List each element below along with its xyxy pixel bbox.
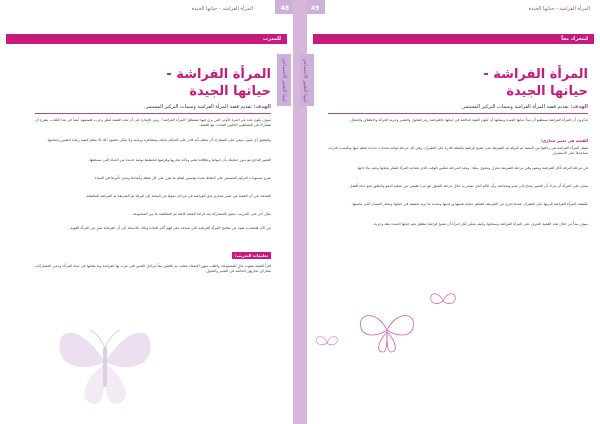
right-side-tab	[300, 54, 314, 106]
right-page	[302, 0, 600, 424]
left-paragraph: سوف تكون هذه هي المرة الأولى التي يرى فيها مصطلح "المرأة الفراشة". ومن الإشارة إلى أن هذه القصة تُنظر وجرت قصصهم أيضاً في هذا الكتاب. يقترح أن تتشارك في النشاطين التاليين التحدث مع القصة.	[35, 118, 271, 128]
right-paragraph: ينبغي على المرأة أن تدرك أن التغيير يحتاج إلى صبر وشجاعة، وأن الألم الذي تشعر به خلال مرحلة التحول هو جزء طبيعي من عملية النمو والتطور نحو حياة أفضل.	[348, 184, 588, 188]
right-intro: تذكرون أن المرأة الفراشة تستطيع أن تبدأ حياتها الجيدة ويمكنها أن تكون القوة الدافعة في حياتها، فالفراشة رمز للتحول والتغيير وحرية الحركة والانطلاق والجمال.	[349, 118, 588, 122]
left-page-title	[91, 66, 271, 100]
left-running-header	[0, 0, 293, 24]
left-goal	[35, 104, 271, 114]
right-paragraph: سوف نبدأ من خلال هذه القصة التعرف على المرأة الفراشة وسماتها، وكيف يمكن لكل امرأة أن تصبح فراشة تنطلق نحو حياتها الجيدة بثقة وحرية.	[373, 222, 588, 226]
right-goal	[328, 104, 588, 114]
left-sub-heading: تعليمات التدريب:	[232, 252, 271, 259]
left-paragraph: ولتحقيق أي تغيير، ينبغي على المشارك أن يتعلم بأنه قادر على التحكم بحياته ومشاعره ورغبته ولا يمكن تحقيق ذلك إلا بتعلم كيفية رعاية النفس وحمايتها.	[46, 138, 271, 142]
left-paragraph: من الآن فلنتحدث بقوة عن مفاتيح المرأة الفراشة التي تساعد على فهم أكثر للمادة وذلك بالاستناد إلى أن الفراشة تعبر عن المرأة القوية.	[69, 226, 271, 230]
left-sub-paragraph: اقرأ القصة بصوت عالٍ للمجموعة، واطلب منهن الإصغاء بعناية، ثم ناقشن معاً مراحل التغيير التي مرت بها الفراشة وما يقابلها في حياة المرأة، ودعي المشاركات يشاركن تجاربهن الخاصة في التغيير والتحول.	[35, 264, 271, 274]
tiny-butterfly-icon	[425, 286, 461, 316]
left-section-bar-label: للمدرب	[262, 36, 281, 42]
right-running-header-text: المرأة الفراشة - حياتها الجيدة	[528, 6, 590, 12]
corner-butterfly-icon	[312, 330, 342, 356]
right-paragraph: في مرحلة اليرقة تأكل الفراشة وتنمو، وفي مرحلة الشرنقة تنعزل وتتحول ببطء، وهذه المرحلة تعكس الوقت الذي تحتاجه المرأة لتفكر بحياتها وتعيد بناء ذاتها.	[356, 166, 588, 170]
left-running-header-text: المرأة الفراشة - حياتها الجيدة	[191, 6, 253, 12]
right-page-title	[408, 66, 588, 100]
right-goal-text: تقديم قصة المرأة الفراشة وسمات التركيز المستمر.	[461, 104, 569, 110]
left-goal-label: الهدف:	[253, 104, 271, 110]
left-page-number-tab	[275, 0, 293, 14]
right-paragraph: تكتشف المرأة الفراشة قدرتها على الطيران عندما تخرج من الشرنقة، فتتعلم حماية نفسها ورعايتها وتحديد ما تريد تحقيقه في حياتها، وتختار المسار الذي يناسبها.	[351, 202, 588, 206]
right-side-tab-text: ليبيا التغيير الاجتماعي	[302, 58, 308, 102]
left-side-tab	[277, 54, 291, 106]
right-goal-label: الهدف:	[570, 104, 588, 110]
left-page	[0, 0, 293, 424]
left-title-line2: حياتها الجيدة	[189, 84, 271, 99]
right-paragraph: تنتقل المرأة الفراشة في رحلتها من البيضة ثم اليرقة ثم الشرنقة حتى تصبح فراشة مكتملة قادرة على الطيران. وفي كل مرحلة تواجه تحديات جديدة تتعلم منها وتكتسب قدرات تساعدها على الاستمرار.	[328, 146, 588, 156]
right-title-line2: حياتها الجيدة	[506, 84, 588, 99]
left-page-number: 48	[280, 5, 289, 12]
left-paragraph: القناعة: هي أن القصة هي تعبير مجازي لدى الفراشة في مراحل نموها من البيضة إلى اليرقة ثم الشرنقة ثم الفراشة المكتملة.	[85, 194, 271, 198]
butterfly-illustration-icon	[50, 312, 160, 412]
right-page-number: 49	[311, 5, 320, 12]
left-title-line1: المرأة الفراشة -	[166, 67, 271, 82]
small-butterfly-icon	[347, 300, 427, 360]
left-paragraph: مثال آخر على التدريب: ننصح بالمشاركة بعد قراءة القصة كاملة ثم المناقشة ما بين المجموعة.	[131, 212, 271, 216]
right-title-line1: المرأة الفراشة -	[483, 67, 588, 82]
left-side-tab-text: ليبيا التغيير الاجتماعي	[281, 58, 287, 102]
left-goal-text: تقديم قصة المرأة الفراشة وسمات التركيز المستمر.	[144, 104, 252, 110]
left-paragraph: شرح مستويات التركيز المستمر على النقاط بحيث تؤسس لتعلم ما يقرر على كل نقطة وأبعادها ومدى تأثيرها في النساء.	[93, 176, 271, 180]
left-section-bar	[6, 34, 287, 44]
right-running-header	[307, 0, 600, 24]
right-pink-heading: القصة هي تعبير مجازي:	[540, 138, 588, 143]
right-section-bar	[313, 34, 594, 44]
left-paragraph: التغيير الناجح هو بدور حمايتك بأن حيواتنا وعلاقاتنا تتغير ونأخذ تجاربها وفرصها لتخطيط نوعية جديدة من الحياة التي نستحقها.	[88, 158, 271, 162]
right-section-bar-label: لنتحرك معاً	[561, 36, 588, 42]
